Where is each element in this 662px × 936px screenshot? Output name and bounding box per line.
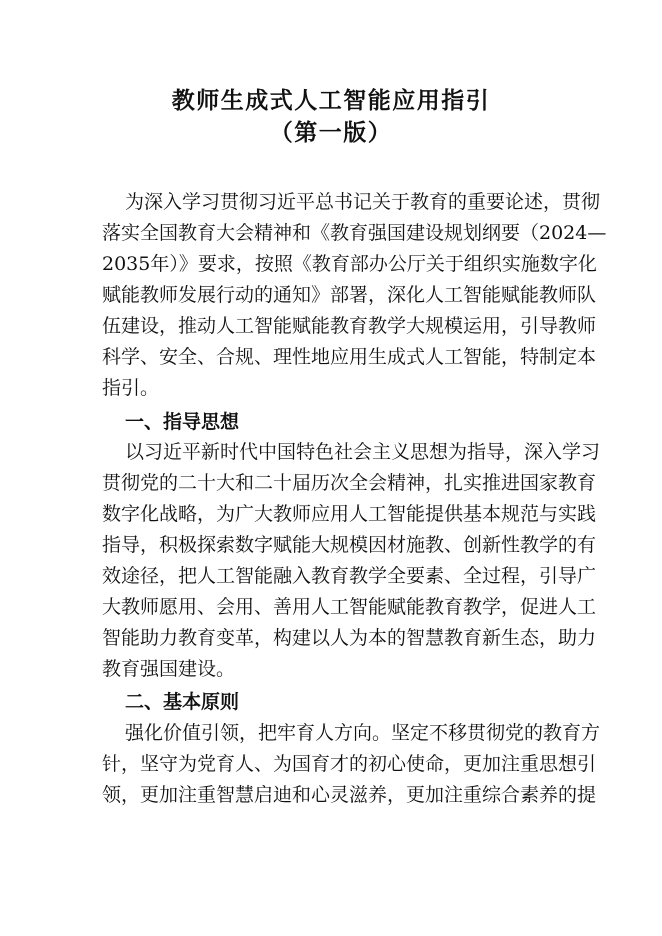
- text-line: 伍建设，推动人工智能赋能教育教学大规模运用，引导教师: [102, 315, 597, 337]
- text-line: 科学、安全、合规、理性地应用生成式人工智能，特制定本: [102, 346, 597, 368]
- text-line: 贯彻党的二十大和二十届历次全会精神，扎实推进国家教育: [102, 472, 597, 494]
- text-line: 大教师愿用、会用、善用人工智能赋能教育教学，促进人工: [102, 596, 597, 618]
- text-line: 为深入学习贯彻习近平总书记关于教育的重要论述，贯彻: [125, 191, 601, 213]
- text-line: 赋能教师发展行动的通知》部署，深化人工智能赋能教师队: [102, 284, 597, 306]
- text-line: 以习近平新时代中国特色社会主义思想为指导，深入学习: [125, 441, 601, 463]
- text-line: 落实全国教育大会精神和《教育强国建设规划纲要（2024—: [102, 222, 607, 244]
- document-subtitle: （第一版）: [269, 120, 393, 146]
- document-title: 教师生成式人工智能应用指引: [171, 88, 491, 114]
- text-line: 教育强国建设。: [102, 658, 236, 680]
- section-heading: 一、指导思想: [125, 411, 240, 433]
- text-line: 效途径，把人工智能融入教育教学全要素、全过程，引导广: [102, 565, 597, 587]
- text-line: 领，更加注重智慧启迪和心灵滋养，更加注重综合素养的提: [102, 784, 597, 806]
- text-line: 指引。: [102, 377, 160, 399]
- text-line: 针，坚守为党育人、为国育才的初心使命，更加注重思想引: [102, 753, 597, 775]
- text-line: 强化价值引领，把牢育人方向。坚定不移贯彻党的教育方: [125, 722, 601, 744]
- text-line: 指导，积极探索数字赋能大规模因材施教、创新性教学的有: [102, 534, 597, 556]
- text-line: 智能助力教育变革，构建以人为本的智慧教育新生态，助力: [102, 627, 597, 649]
- text-line: 2035年）》要求，按照《教育部办公厅关于组织实施数字化: [102, 253, 597, 275]
- section-heading: 二、基本原则: [125, 691, 240, 713]
- text-line: 数字化战略，为广大教师应用人工智能提供基本规范与实践: [102, 503, 597, 525]
